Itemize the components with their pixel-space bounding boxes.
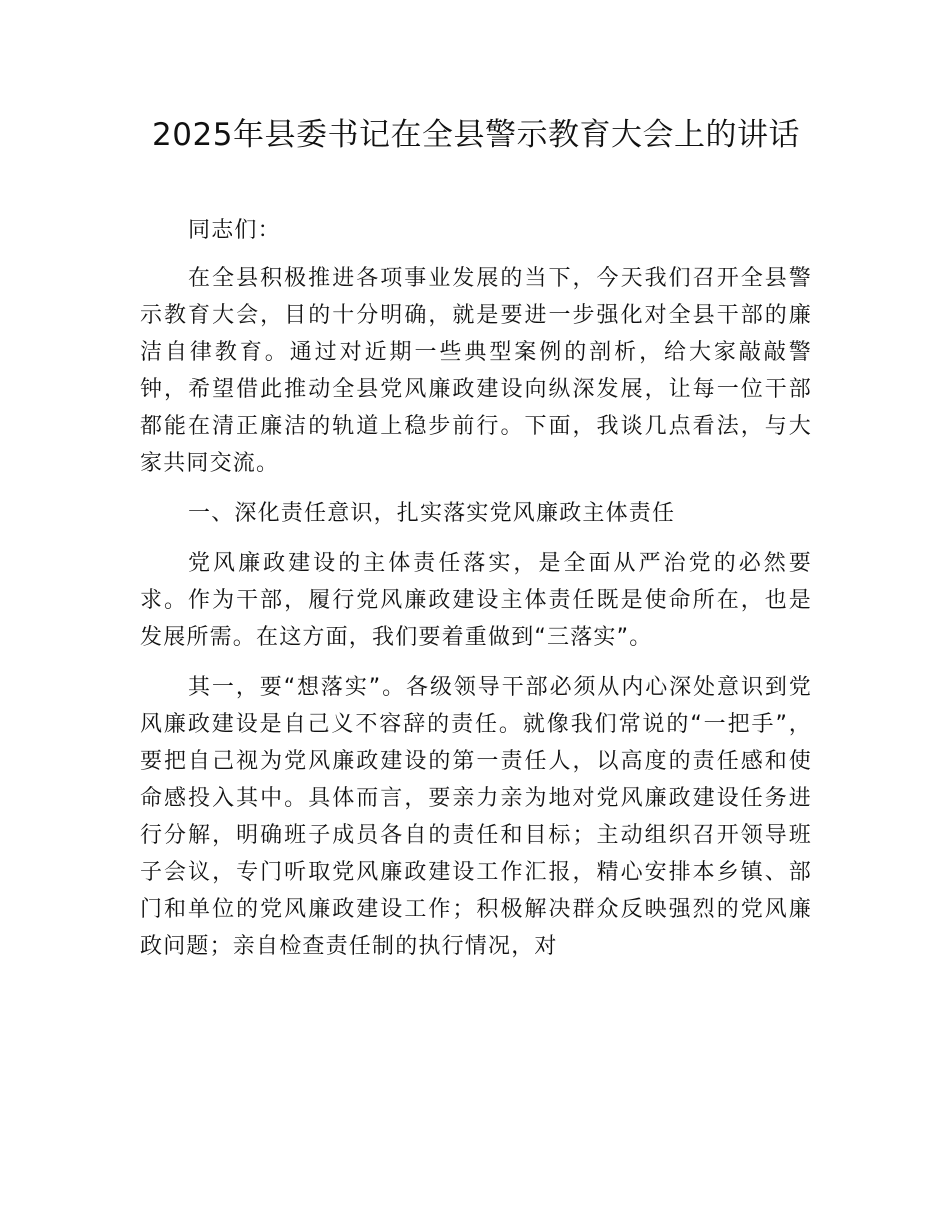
document-title: 2025年县委书记在全县警示教育大会上的讲话 [152,117,800,153]
paragraph-intro: 在全县积极推进各项事业发展的当下，今天我们召开全县警示教育大会，目的十分明确，就是要进一步强化对全县干部的廉洁自律教育。通过对近期一些典型案例的剖析，给大家敲敲警钟，希望借此推动全县党风廉政建设向纵深发展，让每一位干部都能在清正廉洁的轨道上稳步前行。下面，我谈几点看法，与大家共同交流。 [140,266,812,476]
section-heading-1: 一、深化责任意识，扎实落实党风廉政主体责任 [188,501,676,526]
paragraph-responsibility: 党风廉政建设的主体责任落实，是全面从严治党的必然要求。作为干部，履行党风廉政建设主体责任既是使命所在，也是发展所需。在这方面，我们要着重做到“三落实”。 [140,551,812,650]
salutation: 同志们： [188,218,281,243]
paragraph-first-point: 其一，要“想落实”。各级领导干部必须从内心深处意识到党风廉政建设是自己义不容辞的责任。就像我们常说的“一把手”，要把自己视为党风廉政建设的第一责任人，以高度的责任感和使命感投入其中。具体而言，要亲力亲为地对党风廉政建设任务进行分解，明确班子成员各自的责任和目标；主动组织召开领导班子会议，专门听取党风廉政建设工作汇报，精心安排本乡镇、部门和单位的党风廉政建设工作；积极解决群众反映强烈的党风廉政问题；亲自检查责任制的执行情况，对 [140,675,812,959]
document-body [140,212,812,978]
